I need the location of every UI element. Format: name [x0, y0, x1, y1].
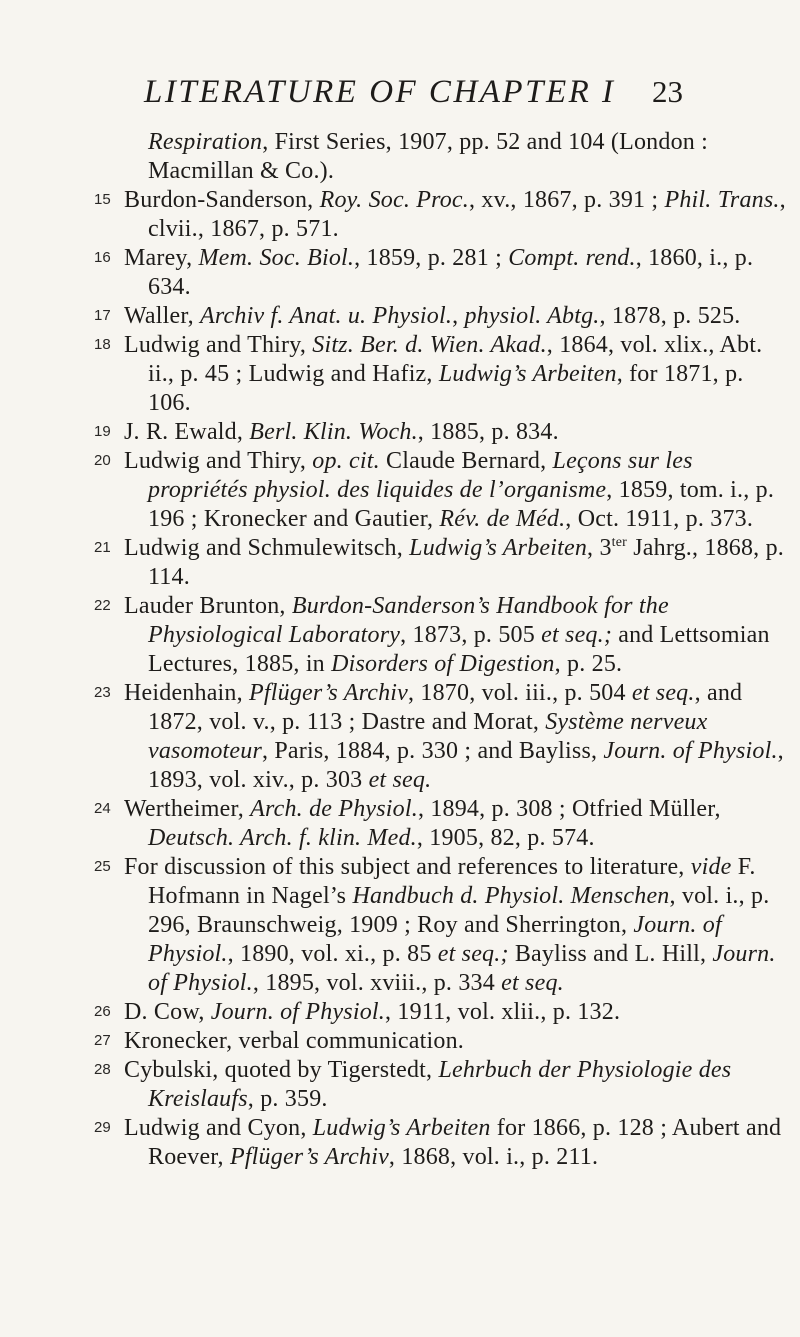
citation-title: et seq.;: [541, 622, 613, 648]
citation-title: Lehrbuch der Physiologie des Kreislaufs: [148, 1057, 732, 1112]
reference-item: [0, 1027, 800, 1056]
citation-title: Pflüger’s Archiv: [249, 680, 408, 706]
reference-text: [124, 679, 788, 795]
reference-list: [0, 128, 800, 1172]
citation-text: Lauder Brunton,: [124, 593, 292, 619]
citation-title: Ludwig’s Arbeiten: [438, 361, 617, 387]
citation-title: Compt. rend.: [508, 245, 636, 271]
reference-text: [124, 244, 788, 302]
citation-text: J. R. Ewald,: [124, 419, 250, 445]
citation-text: , xv., 1867, p. 391 ;: [468, 187, 665, 213]
citation-text: For discussion of this subject and references to literature,: [124, 854, 691, 880]
citation-title: Sitz. Ber. d. Wien. Akad.: [312, 332, 547, 358]
reference-text: [124, 186, 788, 244]
citation-title: Respiration: [148, 129, 263, 155]
citation-text: Ludwig and Schmulewitsch,: [124, 535, 410, 561]
page-header: [0, 74, 800, 118]
citation-text: Ludwig and Thiry,: [124, 332, 313, 358]
reference-number: 17: [94, 307, 111, 324]
citation-text: , 1878, p. 525.: [599, 303, 741, 329]
citation-text: , 1870, vol. iii., p. 504: [408, 680, 632, 706]
reference-item: [0, 998, 800, 1027]
citation-text: Kronecker, verbal communication.: [124, 1028, 464, 1054]
reference-item: [0, 302, 800, 331]
reference-number: 16: [94, 249, 111, 266]
citation-title: Journ. of Physiol.: [210, 999, 385, 1025]
reference-item: [0, 1114, 800, 1172]
citation-text: , First Series, 1907, pp. 52 and 104 (London : Macmillan & Co.).: [148, 129, 709, 184]
reference-text: [124, 534, 788, 592]
citation-title: Handbuch d. Physiol. Menschen: [352, 883, 670, 909]
citation-title: vide: [690, 854, 732, 880]
reference-item: [0, 534, 800, 592]
citation-title: Leçons sur les propriétés physiol. des liquides de l’organisme: [148, 448, 693, 503]
citation-title: Ludwig’s Arbeiten: [312, 1115, 491, 1141]
citation-text: , 3: [587, 535, 612, 561]
citation-text: , 1859, tom. i., p. 196 ; Kronecker and Gautier,: [148, 477, 775, 532]
reference-number: 29: [94, 1119, 111, 1136]
citation-text: , 1864, vol. xlix., Abt. ii., p. 45 ; Ludwig and Hafiz,: [148, 332, 763, 387]
reference-item: [0, 331, 800, 418]
citation-text: Ludwig and Thiry,: [124, 448, 313, 474]
reference-number: 19: [94, 423, 111, 440]
reference-text: [124, 331, 788, 418]
reference-number: 27: [94, 1032, 111, 1049]
reference-text: [124, 853, 788, 998]
citation-title: Arch. de Physiol.: [250, 796, 418, 822]
superscript: ter: [611, 535, 628, 550]
reference-text: [124, 1114, 788, 1172]
running-head: LITERATURE OF CHAPTER I: [144, 74, 616, 110]
reference-text: [124, 302, 788, 331]
citation-text: F. Hofmann in Nagel’s: [148, 854, 756, 909]
citation-text: , vol. i., p. 296, Braunschweig, 1909 ; Roy and Sherrington,: [148, 883, 770, 938]
citation-title: Journ. of Physiol.: [603, 738, 778, 764]
citation-text: Heidenhain,: [124, 680, 250, 706]
reference-number: 25: [94, 858, 111, 875]
citation-text: , 1894, p. 308 ; Otfried Müller,: [417, 796, 721, 822]
citation-text: Burdon-Sanderson,: [124, 187, 320, 213]
citation-text: , 1873, p. 505: [400, 622, 542, 648]
citation-text: , for 1871, p. 106.: [148, 361, 744, 416]
reference-number: 23: [94, 684, 111, 701]
reference-text: [124, 998, 788, 1027]
citation-title: Disorders of Digestion: [331, 651, 555, 677]
reference-number: 24: [94, 800, 111, 817]
reference-number: 15: [94, 191, 111, 208]
citation-text: , 1860, i., p. 634.: [148, 245, 754, 300]
citation-text: , 1885, p. 834.: [417, 419, 559, 445]
citation-text: Bayliss and L. Hill,: [508, 941, 713, 967]
reference-item: [0, 679, 800, 795]
citation-text: Marey,: [124, 245, 199, 271]
reference-number: 20: [94, 452, 111, 469]
citation-text: Cybulski, quoted by Tigerstedt,: [124, 1057, 439, 1083]
reference-item: [0, 795, 800, 853]
citation-title: Roy. Soc. Proc.: [319, 187, 469, 213]
reference-text: [124, 1056, 788, 1114]
reference-text: [124, 447, 788, 534]
reference-text: [124, 128, 788, 186]
citation-title: op. cit.: [312, 448, 380, 474]
citation-text: Waller,: [124, 303, 201, 329]
reference-number: 28: [94, 1061, 111, 1078]
reference-text: [124, 418, 788, 447]
citation-text: and Lettsomian Lectures, 1885, in: [148, 622, 770, 677]
reference-text: [124, 795, 788, 853]
citation-title: Ludwig’s Arbeiten: [409, 535, 588, 561]
citation-text: Wertheimer,: [124, 796, 251, 822]
citation-text: Ludwig and Cyon,: [124, 1115, 313, 1141]
reference-number: 26: [94, 1003, 111, 1020]
citation-title: Journ. of Physiol.: [148, 941, 776, 996]
reference-text: [124, 1027, 788, 1056]
citation-text: , 1859, p. 281 ;: [354, 245, 509, 271]
citation-text: , Paris, 1884, p. 330 ; and Bayliss,: [261, 738, 604, 764]
reference-item: [0, 418, 800, 447]
citation-text: D. Cow,: [124, 999, 211, 1025]
reference-item: [0, 853, 800, 998]
reference-item: [0, 1056, 800, 1114]
citation-text: , and 1872, vol. v., p. 113 ; Dastre and Morat,: [148, 680, 743, 735]
citation-text: ,: [452, 303, 465, 329]
citation-title: et seq.: [368, 767, 432, 793]
reference-number: 21: [94, 539, 111, 556]
citation-title: et seq.: [501, 970, 564, 996]
citation-title: Mem. Soc. Biol.: [198, 245, 355, 271]
citation-text: , Oct. 1911, p. 373.: [565, 506, 754, 532]
reference-item: [0, 592, 800, 679]
citation-title: Burdon-Sanderson’s Handbook for the Physiological Laboratory: [148, 593, 669, 648]
citation-title: Rév. de Méd.: [439, 506, 566, 532]
citation-text: Claude Bernard,: [379, 448, 553, 474]
citation-title: Phil. Trans.: [664, 187, 780, 213]
reference-item: [0, 447, 800, 534]
citation-text: , 1905, 82, p. 574.: [416, 825, 595, 851]
citation-title: Pflüger’s Archiv: [229, 1144, 389, 1170]
citation-text: , clvii., 1867, p. 571.: [148, 187, 786, 242]
citation-text: , 1893, vol. xiv., p. 303: [148, 738, 784, 793]
reference-number: 18: [94, 336, 111, 353]
citation-text: , p. 359.: [247, 1086, 328, 1112]
citation-text: , 1868, vol. i., p. 211.: [388, 1144, 599, 1170]
reference-item: [0, 128, 800, 186]
citation-text: Jahrg., 1868, p. 114.: [148, 535, 784, 590]
citation-title: physiol. Abtg.: [464, 303, 600, 329]
citation-title: Archiv f. Anat. u. Physiol.: [200, 303, 453, 329]
citation-title: et seq.;: [437, 941, 509, 967]
citation-title: et seq.: [631, 680, 695, 706]
citation-title: Journ. of Physiol.: [148, 912, 722, 967]
citation-text: , 1895, vol. xviii., p. 334: [252, 970, 502, 996]
citation-text: , 1911, vol. xlii., p. 132.: [384, 999, 621, 1025]
citation-text: for 1866, p. 128 ; Aubert and Roever,: [148, 1115, 782, 1170]
reference-item: [0, 186, 800, 244]
citation-title: Berl. Klin. Woch.: [249, 419, 418, 445]
reference-item: [0, 244, 800, 302]
citation-title: Système nerveux vasomoteur: [148, 709, 708, 764]
citation-text: , p. 25.: [554, 651, 623, 677]
reference-text: [124, 592, 788, 679]
citation-text: , 1890, vol. xi., p. 85: [227, 941, 438, 967]
page-number: 23: [652, 74, 683, 109]
citation-title: Deutsch. Arch. f. klin. Med.: [148, 825, 417, 851]
reference-number: 22: [94, 597, 111, 614]
